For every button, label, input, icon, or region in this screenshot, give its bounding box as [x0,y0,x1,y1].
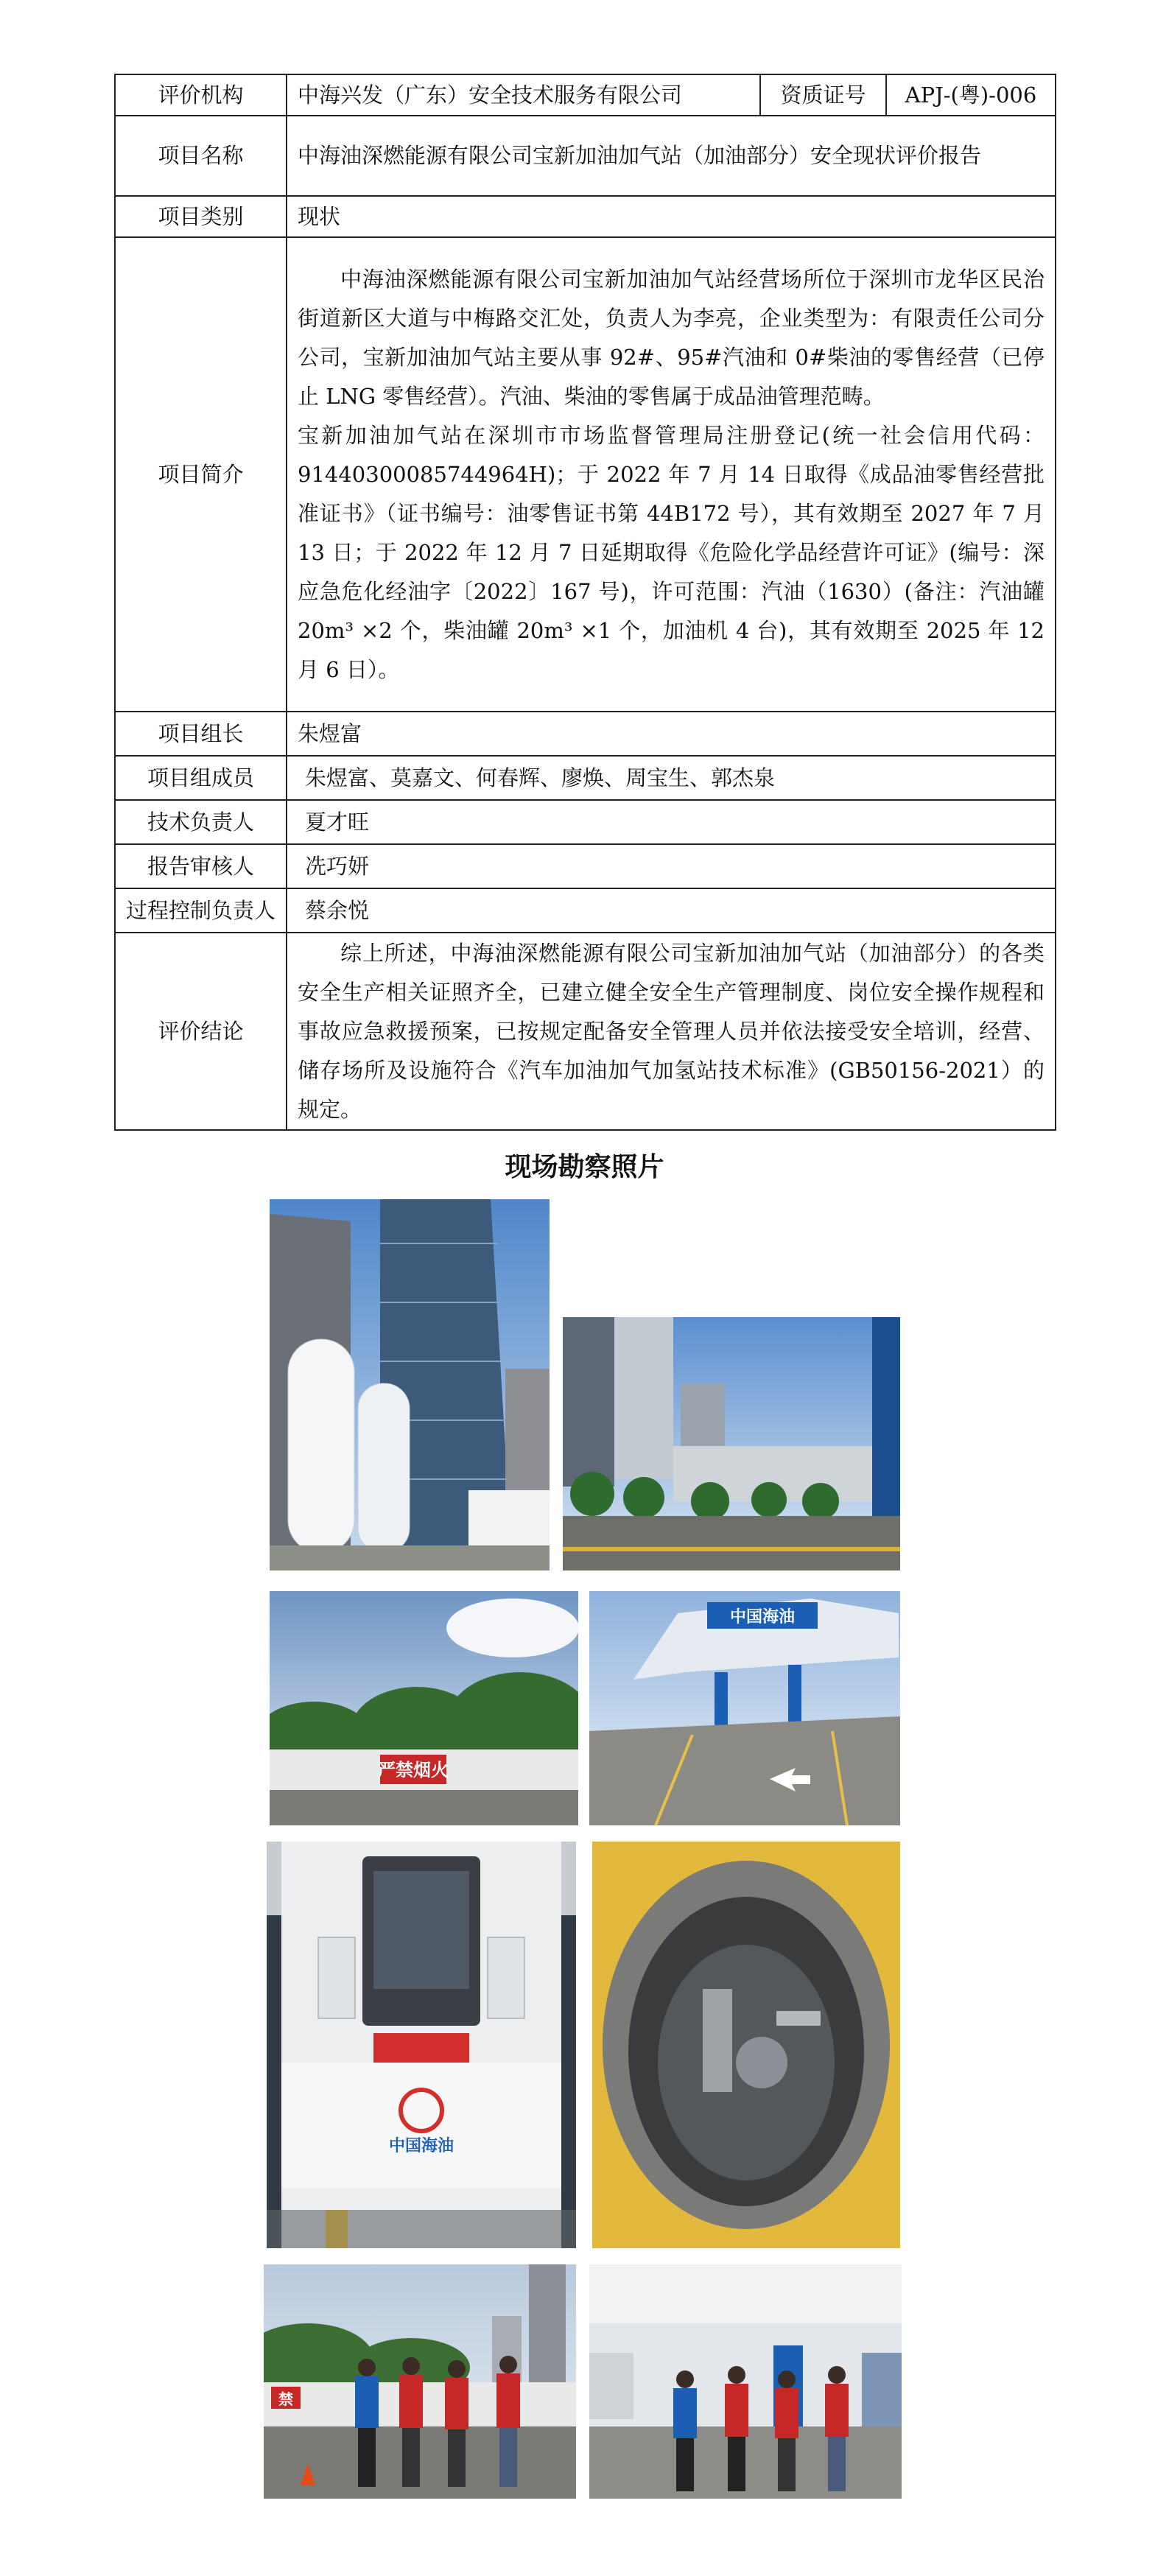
conclusion-value: 综上所述，中海油深燃能源有限公司宝新加油加气站（加油部分）的各类安全生产相关证照齐全，已建立健全安全生产管理制度、岗位安全操作规程和事故应急救援预案，已按规定配备安全管理人员并依法接受安全培训，经营、储存场所及设施符合《汽车加油加气加氢站技术标准》(GB50156-2021）的规定。 [287,933,1056,1130]
tech-lead-value: 夏才旺 [287,800,1056,844]
photo-street-view [563,1317,900,1570]
intro-paragraph-2: 宝新加油加气站在深圳市市场监督管理局注册登记(统一社会信用代码：91440300085744964H)；于 2022 年 7 月 14 日取得《成品油零售经营批准证书》（证书编号：油零售证书第 44B172 号），其有效期至 2027 年 7 月 13 日；于 2022 年 12 月 7 日延期取得《危险化学品经营许可证》(编号：深应急危化经油字〔2022〕167 号)，许可范围：汽油（1630）(备注：汽油罐 20m³ ×2 个，柴油罐 20m³ ×1 个，加油机 4 台)，其有效期至 2025 年 12 月 6 日）。 [298,422,1045,682]
reviewer-value: 冼巧妍 [287,844,1056,888]
danger-sign-text: 禁 [278,2390,293,2408]
photo-fuel-dispenser [267,1842,576,2248]
photo-fence-trees [270,1591,578,1825]
canopy-brand-text: 中国海油 [729,1608,796,1626]
process-control-value: 蔡余悦 [287,888,1056,933]
intro-paragraph-1: 中海油深燃能源有限公司宝新加油加气站经营场所位于深圳市龙华区民治街道新区大道与中梅路交汇处，负责人为李亮，企业类型为：有限责任公司分公司，宝新加油加气站主要从事 92#、95#汽油和 0#柴油的零售经营（已停止 LNG 零售经营）。汽油、柴油的零售属于成品油管理范畴。 [298,266,1045,409]
project-intro-value [287,237,1056,712]
cert-value: APJ-(粤)-006 [886,74,1056,116]
project-name-label: 项目名称 [115,116,287,196]
conclusion-label: 评价结论 [115,933,287,1130]
evaluator-label: 评价机构 [115,74,287,116]
cert-label: 资质证号 [760,74,886,116]
project-name-value: 中海油深燃能源有限公司宝新加油加气站（加油部分）安全现状评价报告 [287,116,1056,196]
leader-label: 项目组长 [115,712,287,756]
photo-towers-tanks [270,1199,550,1570]
photo-team-canopy [589,2264,902,2499]
evaluation-info-table [114,74,1056,1131]
photo-canopy-brand [589,1591,900,1825]
project-type-value: 现状 [287,196,1056,237]
fire-sign-text: 严禁烟火 [378,1760,449,1780]
process-control-label: 过程控制负责人 [115,888,287,933]
members-value: 朱煜富、莫嘉文、何春辉、廖焕、周宝生、郭杰泉 [287,756,1056,800]
photos-title: 现场勘察照片 [505,1152,664,1182]
members-label: 项目组成员 [115,756,287,800]
tech-lead-label: 技术负责人 [115,800,287,844]
project-intro-label: 项目简介 [115,237,287,712]
photo-team-fence [264,2264,576,2499]
dispenser-brand-text: 中国海油 [388,2137,454,2155]
leader-value: 朱煜富 [287,712,1056,756]
reviewer-label: 报告审核人 [115,844,287,888]
project-type-label: 项目类别 [115,196,287,237]
evaluator-value: 中海兴发（广东）安全技术服务有限公司 [287,74,760,116]
photo-tank-manhole [592,1842,900,2248]
